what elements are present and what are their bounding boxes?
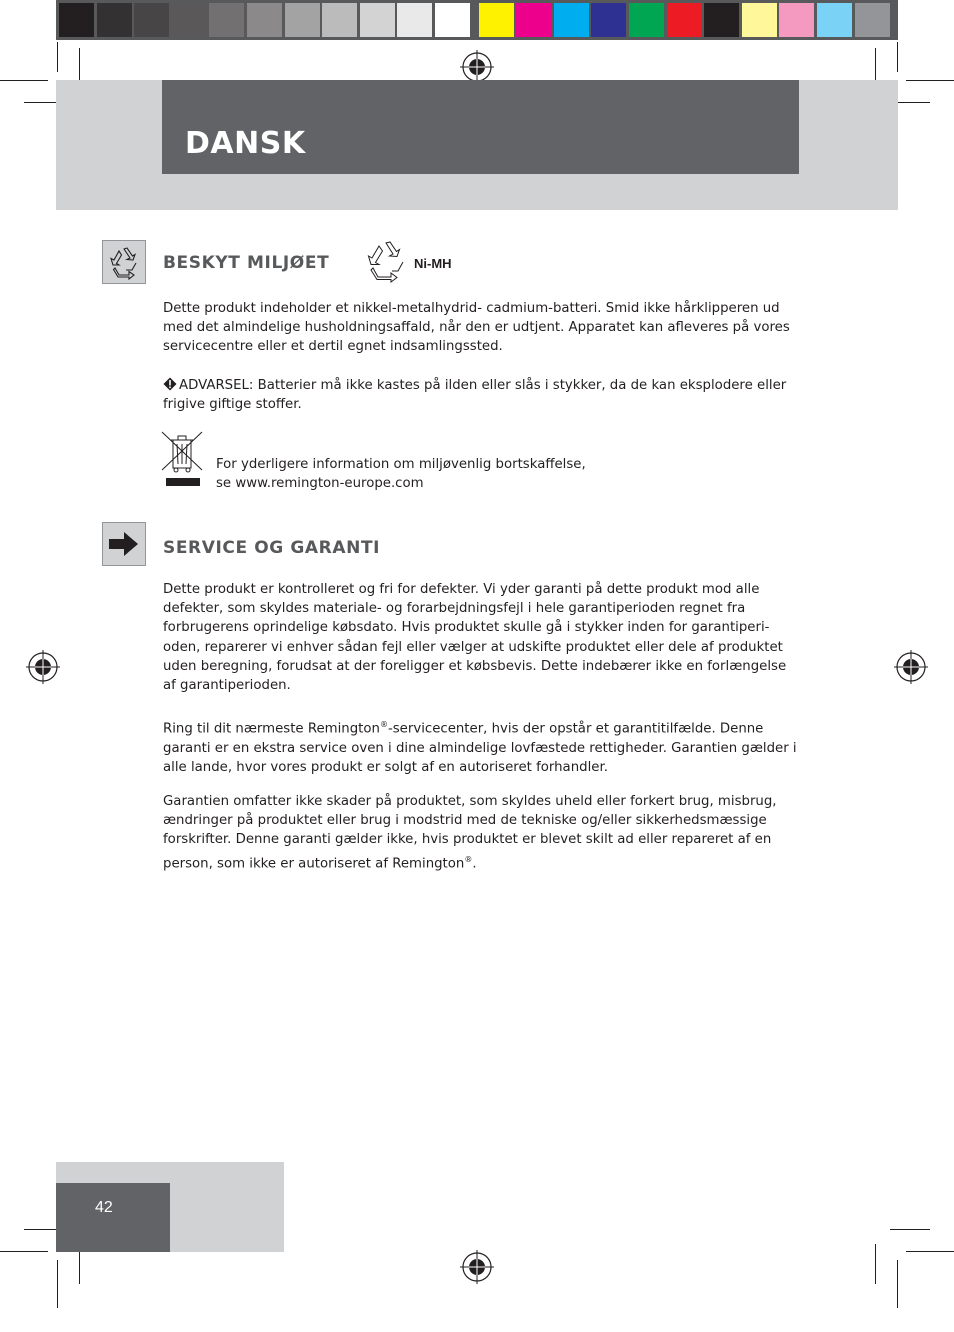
registration-mark-icon [460, 1250, 494, 1284]
color-swatch [516, 3, 551, 37]
color-swatch [285, 3, 320, 37]
service-paragraph-3-text: Garantien omfatter ikke skader på produktet, som skyldes uheld eller forkert brug, misbrug, ændringer på produktet eller brug i modstrid med de tekniske og/eller sikkerhedsmæssige forskrifter. Denne garanti gælder ikke, hvis produktet er blevet skilt ad eller repareret af en person, som ikke er autoriseret af Remington [163, 794, 777, 872]
disposal-info [216, 455, 776, 493]
color-swatch [97, 3, 132, 37]
page-number: 42 [95, 1199, 113, 1216]
crop-mark [0, 80, 48, 81]
color-swatch [779, 3, 814, 37]
service-paragraph-3 [163, 792, 803, 873]
color-swatch [554, 3, 589, 37]
crop-mark [906, 1251, 954, 1252]
recycle-icon [362, 240, 412, 288]
registration-mark-icon [460, 50, 494, 84]
color-swatch [247, 3, 282, 37]
color-swatch [855, 3, 890, 37]
crop-mark [906, 80, 954, 81]
registered-mark: ® [464, 854, 473, 864]
color-swatch [209, 3, 244, 37]
color-swatch [704, 3, 739, 37]
color-swatch [435, 3, 470, 37]
warning-text: ADVARSEL: Batterier må ikke kastes på ilden eller slås i stykker, da de kan eksplodere eller frigive giftige stoffer. [163, 378, 787, 413]
color-swatch [479, 3, 514, 37]
color-swatch [591, 3, 626, 37]
crop-mark [875, 1244, 876, 1284]
color-swatch [817, 3, 852, 37]
crop-mark [57, 1260, 58, 1308]
color-swatch [629, 3, 664, 37]
color-swatch [360, 3, 395, 37]
color-swatch [397, 3, 432, 37]
color-swatch [59, 3, 94, 37]
environment-title: BESKYT MILJØET [163, 253, 330, 273]
color-calibration-bar [56, 0, 898, 40]
service-paragraph-2-text: -servicecenter, hvis der opstår et garantitilfælde. Denne garanti er en ekstra service oven i dine almindelige lovfæstede rettigheder. Garantien gælder i alle lande, hvor vores produkt er solgt af en autoriseret forhandler. [163, 721, 797, 775]
service-paragraph-1: Dette produkt er kontrolleret og fri for defekter. Vi yder garanti på dette produkt mod alle defekter, som skyldes materiale- og forarbejdningsfejl i hele garantiperioden regnet fra forbrugerens oprindelige købsdato. Hvis produktet skulle gå i stykker inden for garantiperi- oden, reparerer vi enhver sådan fejl eller vælger at udskifte produktet eller dele af produktet uden beregning, forudsat at der foreligger et købsbevis. Dette indebærer ikke en forlængelse af garantiperioden. [163, 582, 787, 694]
title-box [162, 80, 799, 174]
registration-mark-icon [26, 650, 60, 684]
page-number-box [56, 1183, 170, 1252]
registration-mark-icon [894, 650, 928, 684]
crop-mark [890, 1229, 930, 1230]
service-title: SERVICE OG GARANTI [163, 538, 381, 558]
warning-paragraph [163, 376, 803, 414]
recycle-icon-box [102, 240, 146, 284]
color-swatch [134, 3, 169, 37]
battery-label: Ni-MH [414, 256, 452, 271]
color-swatch [172, 3, 207, 37]
warning-icon [163, 377, 177, 391]
service-paragraph-2-text: Ring til dit nærmeste Remington [163, 721, 380, 737]
service-paragraph-3-text: . [472, 856, 477, 872]
recycle-icon [103, 241, 145, 283]
page-title: DANSK [185, 126, 306, 161]
color-swatch [742, 3, 777, 37]
color-swatch [322, 3, 357, 37]
crop-mark [897, 42, 898, 72]
crossed-out-bin-icon [160, 430, 204, 488]
crop-mark [0, 1251, 48, 1252]
color-swatch [667, 3, 702, 37]
arrow-icon-box [102, 522, 146, 566]
registered-mark: ® [379, 720, 388, 729]
environment-paragraph: Dette produkt indeholder et nikkel-metalhydrid- cadmium-batteri. Smid ikke hårklipperen ud med det almindelige husholdningsaffald, når den er udtjent. Apparatet kan afleveres på vores servicecentre eller et dertil egnet indsamlingssted. [163, 301, 790, 355]
service-paragraph-2 [163, 715, 803, 777]
crop-mark [57, 42, 58, 72]
crop-mark [897, 1260, 898, 1308]
arrow-right-icon [103, 523, 145, 565]
disposal-line: For yderligere information om miljøvenlig bortskaffelse, [216, 457, 586, 472]
disposal-link-line[interactable]: se www.remington-europe.com [216, 476, 424, 492]
